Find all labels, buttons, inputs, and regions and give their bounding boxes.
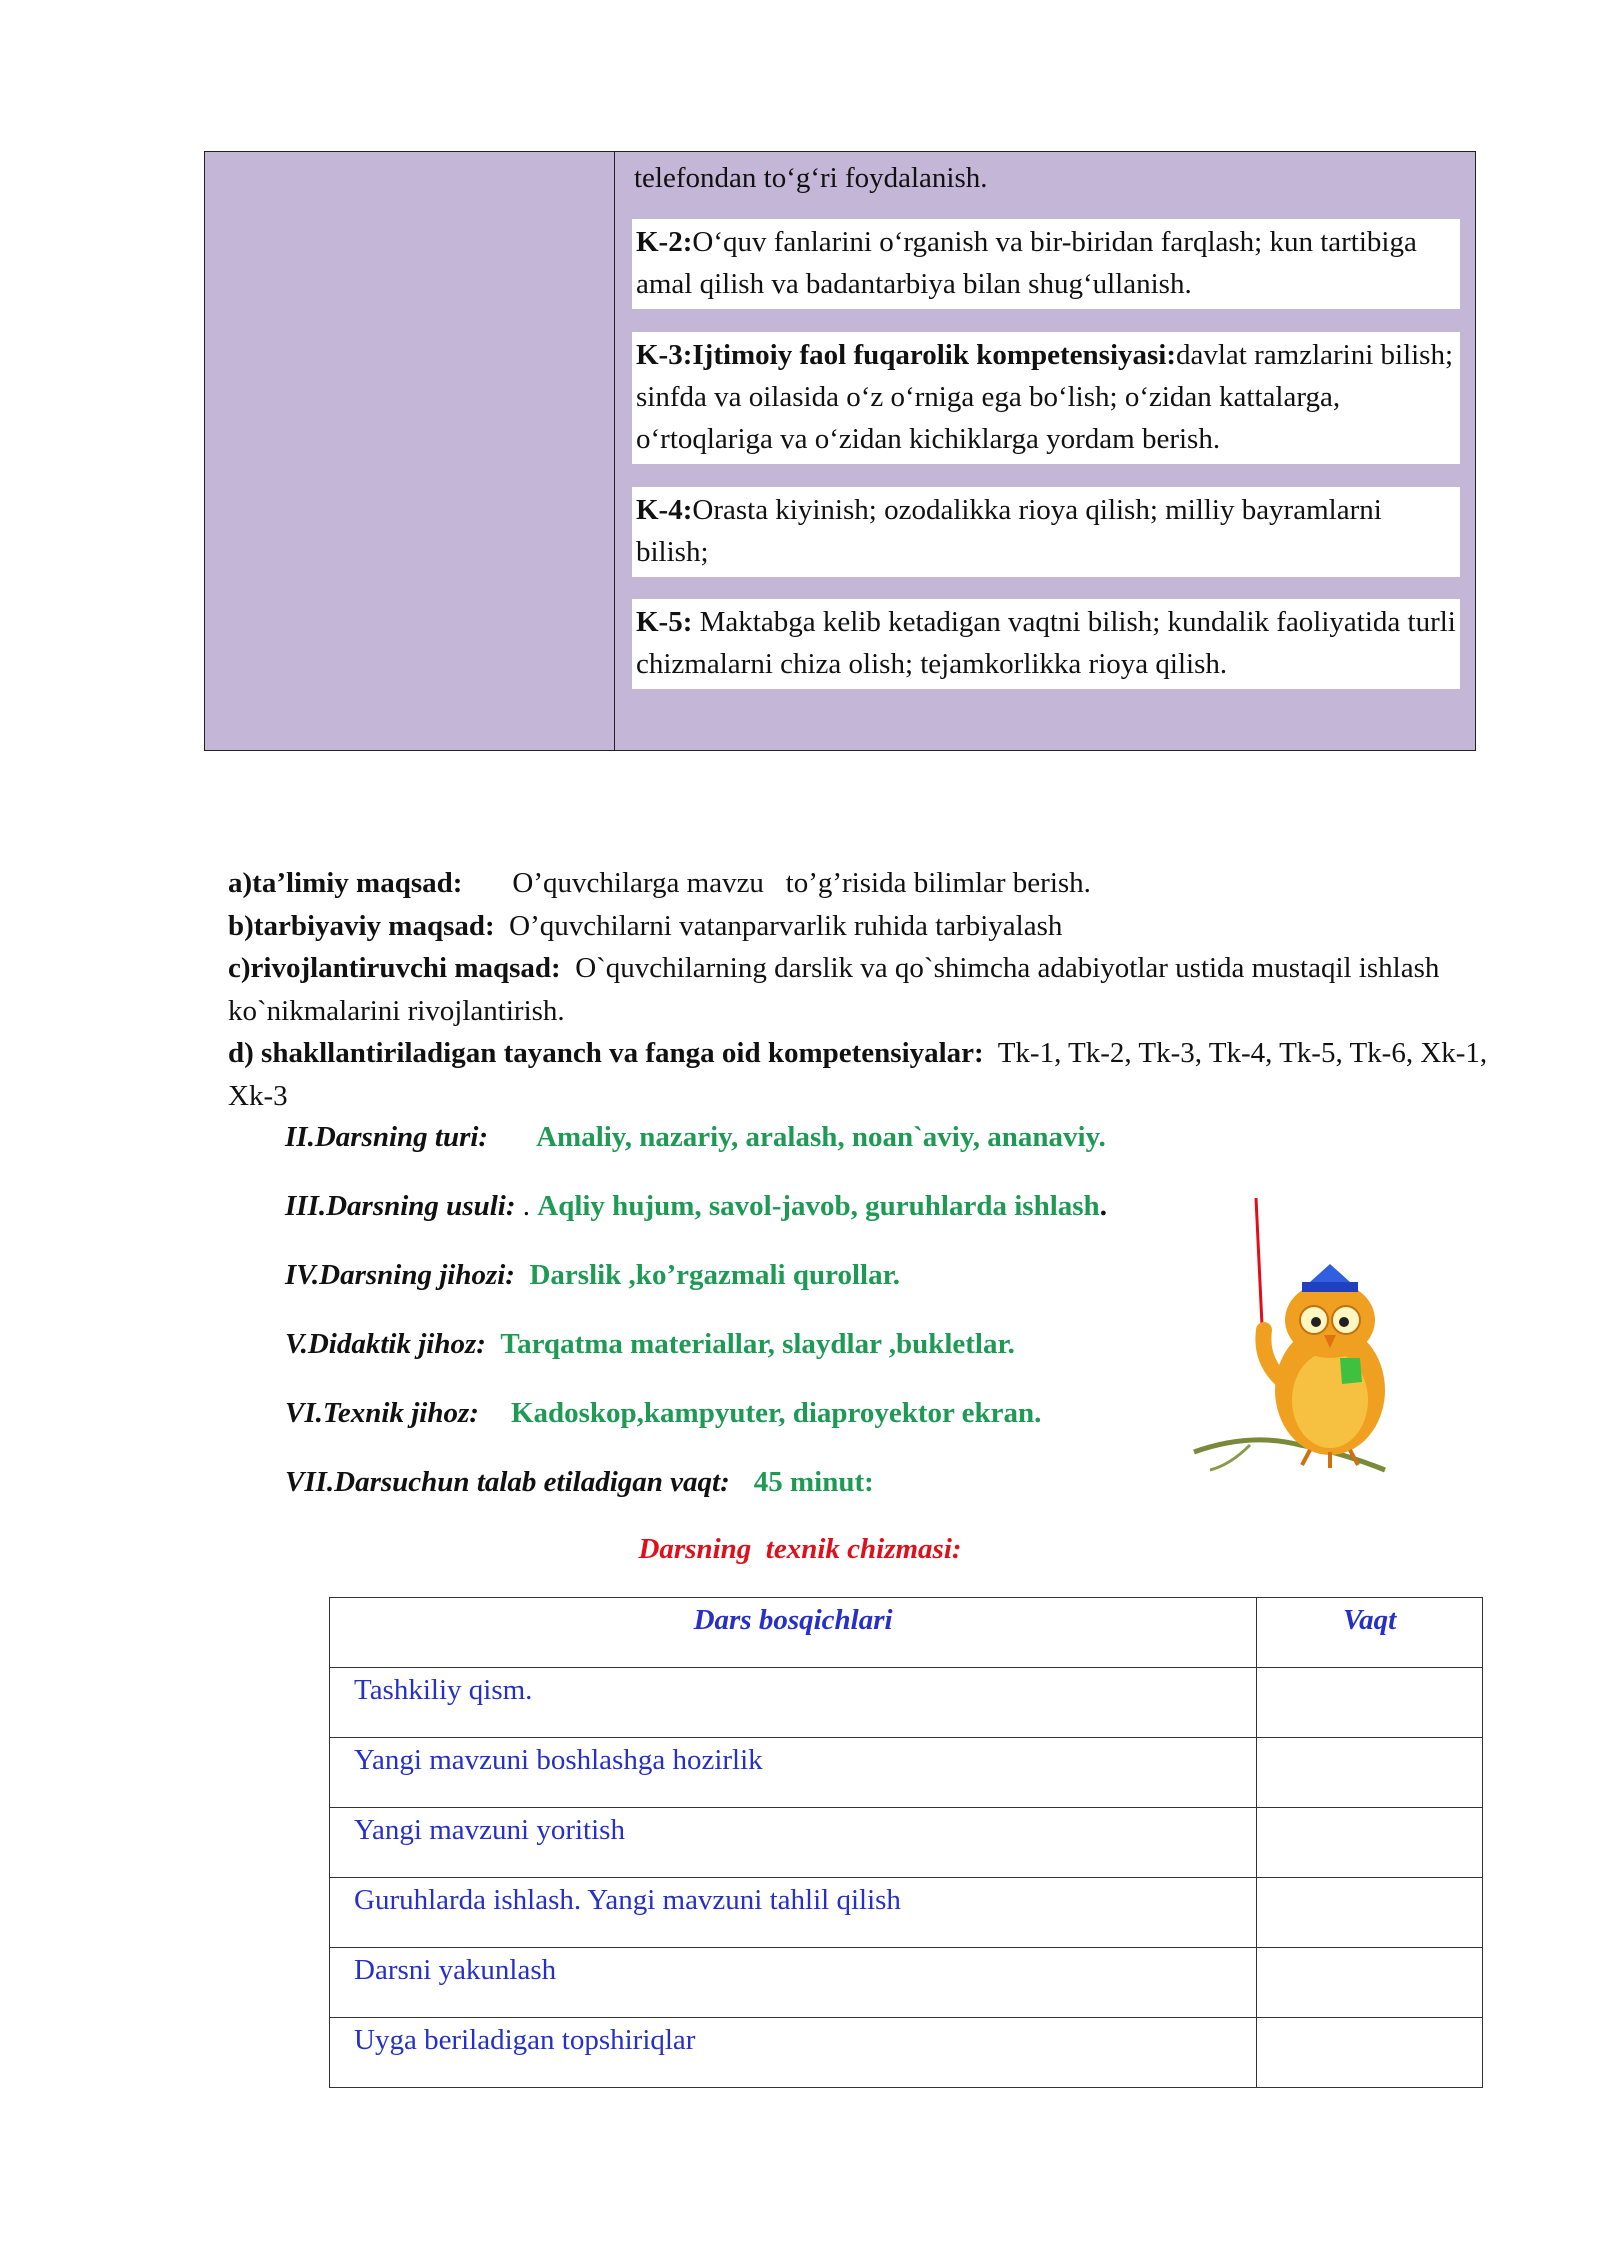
stage-time [1257,1738,1483,1808]
stage-time [1257,2018,1483,2088]
table-row [330,1738,1483,1808]
stage-time [1257,1948,1483,2018]
lesson-type-label: II.Darsning turi: [285,1121,489,1153]
competency-k3 [632,332,1460,464]
goal-b [228,905,1488,948]
goal-a-label: a)ta’limiy maqsad: [228,867,463,899]
stage-time [1257,1808,1483,1878]
table-header-row [330,1598,1483,1668]
competency-text: O‘quv fanlarini o‘rganish va bir-biridan farqlash; kun tartibiga amal qilish va badantarbiya bilan shug‘ullanish. [636,226,1417,300]
lesson-technical-value: Kadoskop,kampyuter, diaproyektor ekran. [510,1397,1042,1429]
lesson-technical-label: VI.Texnik jihoz: [285,1397,479,1429]
lesson-method-value: Aqliy hujum, savol-javob, guruhlarda ishlash [537,1190,1100,1222]
lesson-time-label: VII.Darsuchun talab etiladigan vaqt: [285,1466,730,1498]
competencies-left-cell [205,152,615,750]
competency-label: K-5: [636,606,693,638]
goal-b-text: O’quvchilarni vatanparvarlik ruhida tarbiyalash [509,909,1063,942]
competency-text: davlat ramzlarini bilish; sinfda va oilasida o‘z o‘rniga ega bo‘lish; o‘zidan kattalarga, o‘rtoqlariga va o‘zidan kichiklarga yordam berish. [636,339,1454,455]
competency-k2 [632,219,1460,309]
goal-c-label: c)rivojlantiruvchi maqsad: [228,952,561,984]
competency-label: K-4: [636,494,693,526]
owl-teacher-with-pointer-icon [1190,1190,1410,1490]
stage-time [1257,1668,1483,1738]
competencies-right-cell [616,152,1475,750]
stage-name: Darsni yakunlash [330,1948,1257,2018]
lesson-equipment-row [285,1255,900,1295]
stage-name: Yangi mavzuni yoritish [330,1808,1257,1878]
lesson-didactic-value: Tarqatma materiallar, slaydlar ,bukletlar. [500,1328,1015,1360]
table-row [330,2018,1483,2088]
lesson-stages-table [329,1597,1483,2088]
chart-title: Darsning texnik chizmasi: [638,1533,962,1565]
lesson-method-suffix: . [1099,1190,1107,1222]
lesson-didactic-label: V.Didaktik jihoz: [285,1328,486,1360]
lesson-method-label: III.Darsning usuli: [285,1190,516,1222]
competency-text: Maktabga kelib ketadigan vaqtni bilish; kundalik faoliyatida turli chizmalarni chiza olish; tejamkorlikka rioya qilish. [636,606,1456,680]
competency-label: K-3:Ijtimoiy faol fuqarolik kompetensiyasi: [636,339,1176,371]
stage-name: Guruhlarda ishlash. Yangi mavzuni tahlil qilish [330,1878,1257,1948]
goal-c [228,947,1488,1032]
lesson-didactic-row [285,1324,1015,1364]
competency-k5 [632,599,1460,689]
lesson-time-value: 45 minut: [753,1466,874,1498]
table-row [330,1948,1483,2018]
goal-b-label: b)tarbiyaviy maqsad: [228,909,495,942]
goal-d-label: d) shakllantiriladigan tayanch va fanga oid kompetensiyalar: [228,1037,984,1069]
lesson-equipment-label: IV.Darsning jihozi: [285,1259,515,1291]
lesson-type-value: Amaliy, nazariy, aralash, noan`aviy, ananaviy. [536,1121,1106,1153]
table-row [330,1878,1483,1948]
goal-a-text: O’quvchilarga mavzu to’g’risida bilimlar berish. [512,867,1091,899]
competency-k4 [632,487,1460,577]
competency-text: Orasta kiyinish; ozodalikka rioya qilish; milliy bayramlarni bilish; [636,494,1382,568]
stage-name: Tashkiliy qism. [330,1668,1257,1738]
goal-a [228,862,1488,905]
table-row [330,1668,1483,1738]
competencies-table [204,151,1476,751]
lesson-goals [228,862,1488,1117]
lesson-technical-row [285,1393,1041,1433]
stage-time [1257,1878,1483,1948]
stage-name: Uyga beriladigan topshiriqlar [330,2018,1257,2088]
column-header-stages: Dars bosqichlari [330,1598,1257,1668]
table-row [330,1808,1483,1878]
lesson-time-row [285,1462,874,1502]
competency-label: K-2: [636,226,693,258]
lesson-equipment-value: Darslik ,ko’rgazmali qurollar. [529,1259,901,1291]
lesson-method-prefix: . [515,1190,538,1222]
goal-d-text: Tk-1, Tk-2, Tk-3, Tk-4, Tk-5, Tk-6, Xk-1, Xk-3 [228,1037,1488,1112]
lesson-method-row [285,1186,1107,1226]
competency-top-line: telefondan to‘g‘ri foydalanish. [634,162,988,194]
column-header-time: Vaqt [1257,1598,1483,1668]
stage-name: Yangi mavzuni boshlashga hozirlik [330,1738,1257,1808]
goal-c-text: O`quvchilarning darslik va qo`shimcha adabiyotlar ustida mustaqil ishlash ko`nikmalarini rivojlantirish. [228,952,1440,1027]
goal-d [228,1032,1488,1117]
lesson-type-row [285,1117,1106,1157]
